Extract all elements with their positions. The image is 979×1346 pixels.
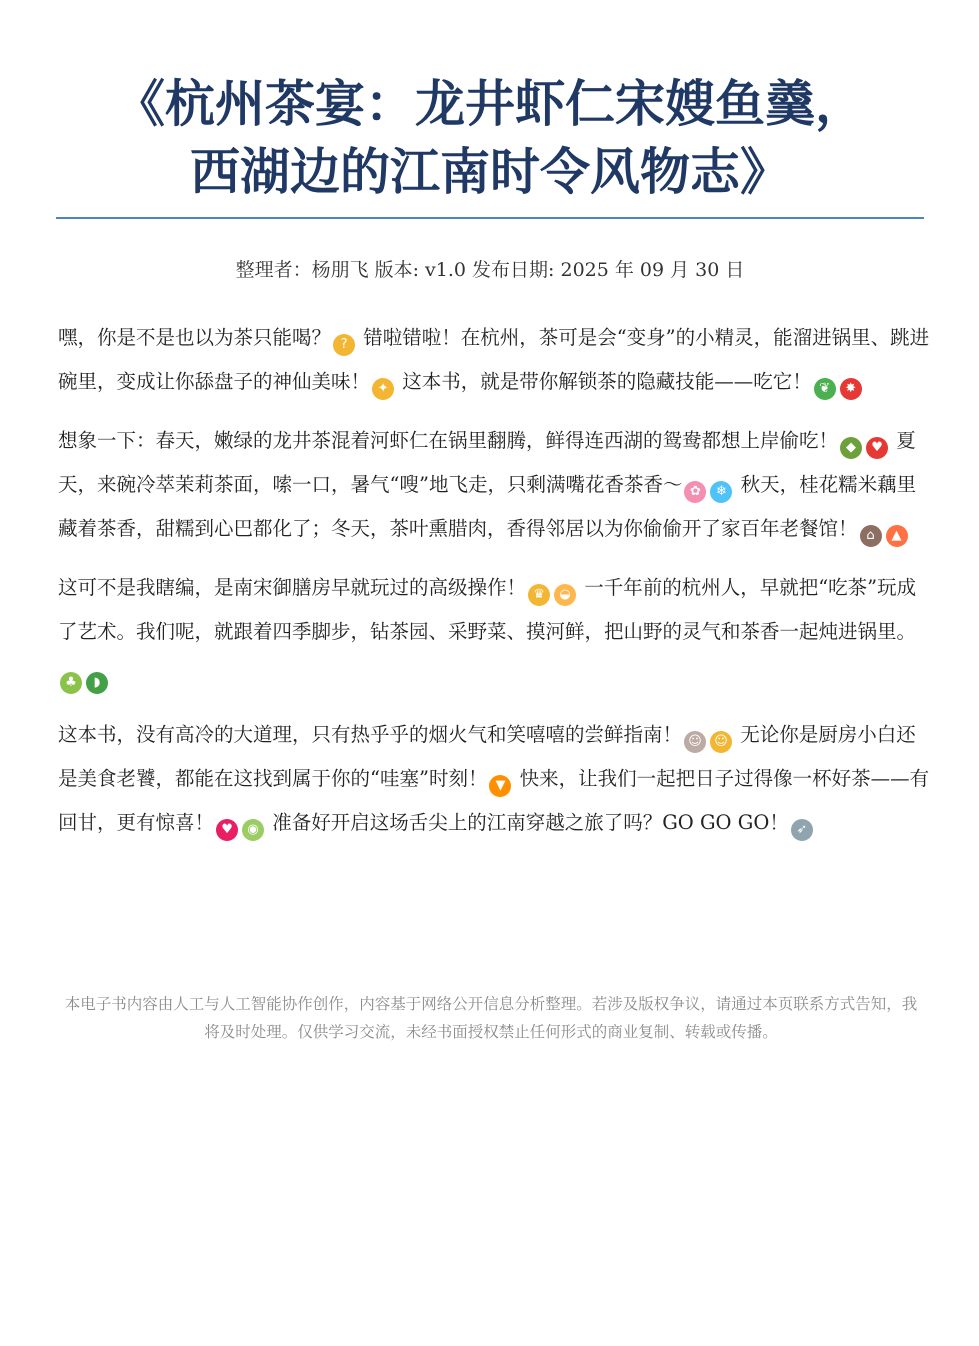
matcha-cup-icon: ◉ <box>242 819 264 841</box>
cherry-blossom-icon: ✿ <box>684 481 706 503</box>
paragraph-2-text-1: 想象一下：春天，嫩绿的龙井茶混着河虾仁在锅里翻腾，鲜得连西湖的鸳鸯都想上岸偷吃！ <box>58 429 839 452</box>
paragraph-1-text-1: 嘿，你是不是也以为茶只能喝？ <box>58 326 332 349</box>
intro-body <box>58 316 930 860</box>
collision-icon: ✸ <box>840 378 862 400</box>
sparkling-heart-icon: ♥ <box>216 819 238 841</box>
paragraph-4-text-3: 快来，让我们一起把日子过得像一杯好茶——有回甘，更有惊喜！ <box>58 767 930 834</box>
cucumber-icon: ◗ <box>86 672 108 694</box>
house-icon: ⌂ <box>860 525 882 547</box>
paragraph-3 <box>58 566 930 698</box>
paragraph-1 <box>58 316 930 404</box>
heart-icon: ♥ <box>866 437 888 459</box>
leaf-icon: ❦ <box>814 378 836 400</box>
rocket-icon: ➶ <box>791 819 813 841</box>
paragraph-3-text-2: 一千年前的杭州人，早就把“吃茶”玩成了艺术。我们呢，就跟着四季脚步，钻茶园、采野菜、摸河鲜，把山野的灵气和茶香一起炖进锅里。 <box>58 576 917 643</box>
crown-icon: ♛ <box>528 584 550 606</box>
title-line-1: 《杭州茶宴：龙井虾仁宋嫂鱼羹， <box>115 75 865 133</box>
document-meta: 整理者：杨朋飞 版本: v1.0 发布日期: 2025 年 09 月 30 日 <box>235 259 745 281</box>
document-title <box>56 70 924 206</box>
fire-icon: ▲ <box>886 525 908 547</box>
paragraph-4-text-2: 无论你是厨房小白还是美食老饕，都能在这找到属于你的“哇塞”时刻！ <box>58 723 916 790</box>
paragraph-3-text-1: 这可不是我瞎编，是南宋御膳房早就玩过的高级操作！ <box>58 576 527 599</box>
paragraph-2-text-3: 秋天，桂花糯米藕里藏着茶香，甜糯到心巴都化了；冬天，茶叶熏腊肉，香得邻居以为你偷偷开了家百年老餐馆！ <box>58 473 917 540</box>
title-line-2: 西湖边的江南时令风物志》 <box>190 143 790 201</box>
thinking-face-icon: ? <box>333 334 355 356</box>
chef-icon: ☺ <box>684 731 706 753</box>
winking-face-icon: ☺ <box>710 731 732 753</box>
title-divider <box>56 217 924 219</box>
sparkles-icon: ✦ <box>372 378 394 400</box>
duck-icon: ◆ <box>840 437 862 459</box>
paragraph-4 <box>58 713 930 845</box>
seedling-icon: ♣ <box>60 672 82 694</box>
paragraph-4-text-1: 这本书，没有高冷的大道理，只有热乎乎的烟火气和笑嘻嘻的尝鲜指南！ <box>58 723 683 746</box>
paragraph-2-text-2: 夏天，来碗冷萃茉莉茶面，嗦一口，暑气“嗖”地飞走，只剩满嘴花香茶香～ <box>58 429 916 496</box>
bowl-icon: ◒ <box>554 584 576 606</box>
paragraph-4-text-4: 准备好开启这场舌尖上的江南穿越之旅了吗？GO GO GO！ <box>266 811 789 834</box>
paragraph-2 <box>58 419 930 551</box>
paragraph-1-text-3: 这本书，就是带你解锁茶的隐藏技能——吃它！ <box>396 370 812 393</box>
paragraph-1-text-2: 错啦错啦！在杭州，茶可是会“变身”的小精灵，能溜进锅里、跳进碗里，变成让你舔盘子的神仙美味！ <box>58 326 930 393</box>
copyright-disclaimer: 本电子书内容由人工与人工智能协作创作，内容基于网络公开信息分析整理。若涉及版权争议，请通过本页联系方式告知，我将及时处理。仅供学习交流，未经书面授权禁止任何形式的商业复制、转载或传播。 <box>64 995 918 1041</box>
snowflake-icon: ❄ <box>710 481 732 503</box>
carrot-icon: ▼ <box>489 775 511 797</box>
